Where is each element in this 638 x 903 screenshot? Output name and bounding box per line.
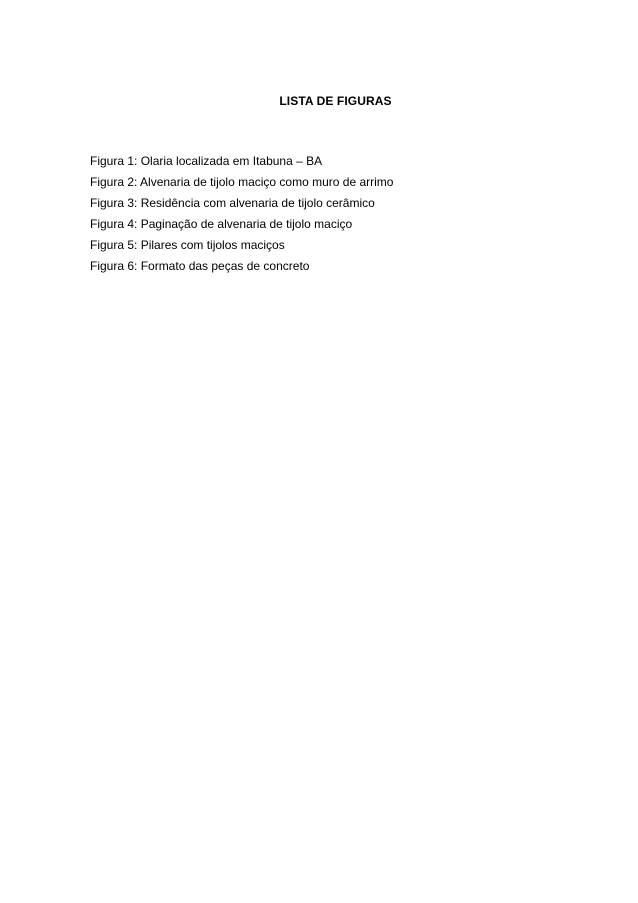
figure-list-item-2: Figura 2: Alvenaria de tijolo maciço como muro de arrimo [90,175,394,189]
figure-list-item-4: Figura 4: Paginação de alvenaria de tijolo maciço [90,217,353,231]
figure-list [90,151,393,277]
figure-list-item-5: Figura 5: Pilares com tijolos maciços [90,238,285,252]
figure-list-item-3: Figura 3: Residência com alvenaria de tijolo cerâmico [90,196,375,210]
figure-list-item-6: Figura 6: Formato das peças de concreto [90,259,310,273]
figure-list-item-1: Figura 1: Olaria localizada em Itabuna – BA [90,154,323,168]
page-title: LISTA DE FIGURAS [279,94,392,108]
